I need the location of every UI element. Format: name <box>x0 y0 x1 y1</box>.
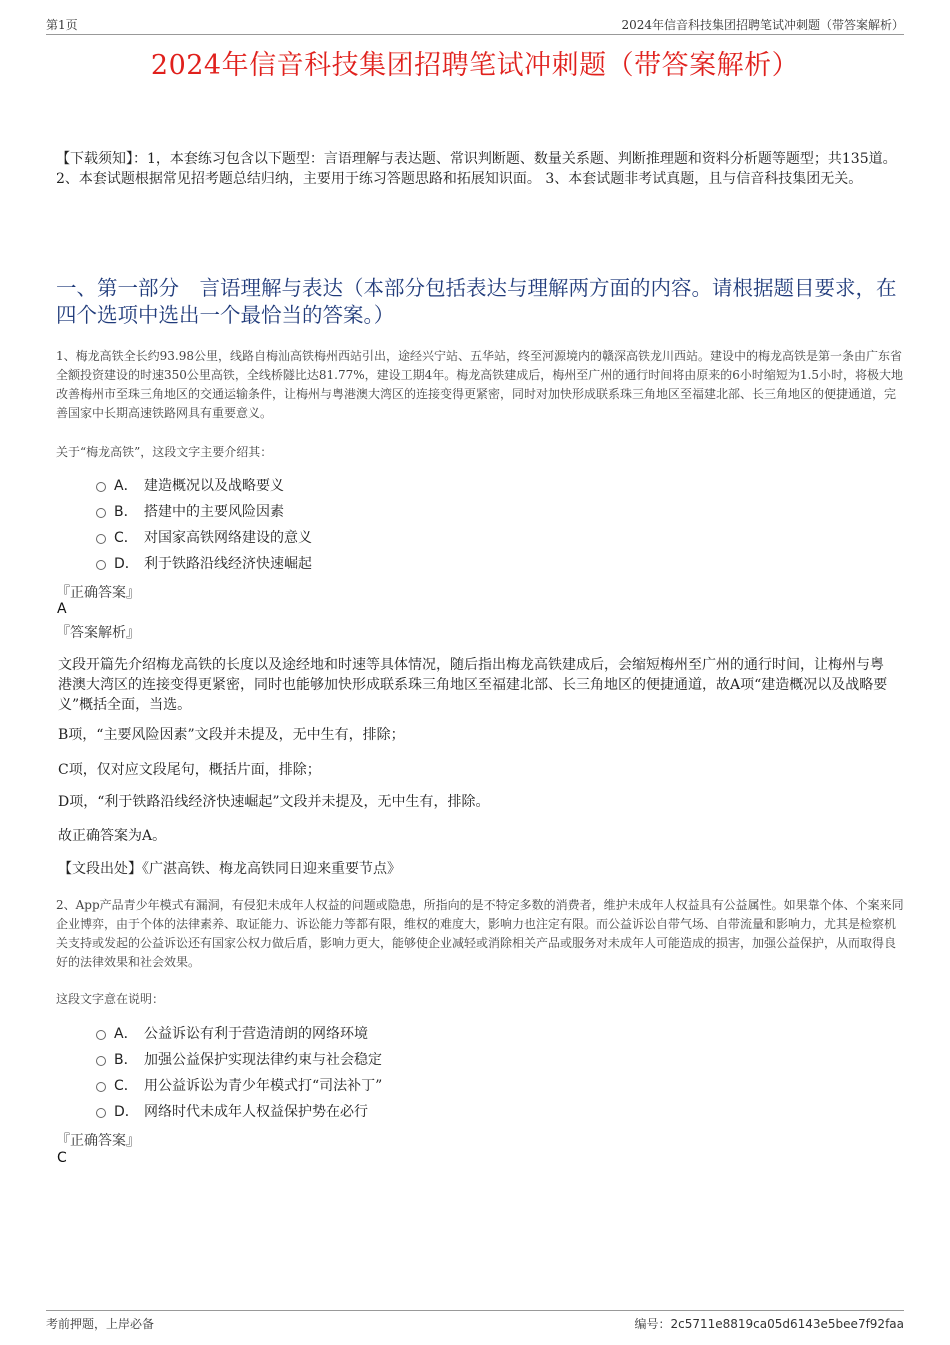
q2-option-d[interactable]: D． 网络时代未成年人权益保护势在必行 <box>96 1102 368 1122</box>
footer-slogan: 考前押题，上岸必备 <box>46 1317 155 1331</box>
radio-icon[interactable] <box>96 1108 106 1118</box>
q1-option-b[interactable]: B． 搭建中的主要风险因素 <box>96 502 284 522</box>
q1-analysis-label: 『答案解析』 <box>56 625 140 641</box>
q1-source: 【文段出处】《广湛高铁、梅龙高铁同日迎来重要节点》 <box>58 861 401 877</box>
q1-answer-label: 『正确答案』 <box>56 585 140 601</box>
header-doc-title: 2024年信音科技集团招聘笔试冲刺题（带答案解析） <box>621 18 904 32</box>
q1-analysis-conclusion: 故正确答案为A。 <box>58 828 167 844</box>
page-number: 第1页 <box>46 18 78 32</box>
q1-prompt: 关于“梅龙高铁”，这段文字主要介绍其： <box>56 445 273 459</box>
q2-answer: C <box>57 1150 67 1166</box>
q2-prompt: 这段文字意在说明： <box>56 992 165 1006</box>
document-title: 2024年信音科技集团招聘笔试冲刺题（带答案解析） <box>150 50 800 81</box>
radio-icon[interactable] <box>96 534 106 544</box>
q1-passage: 1、梅龙高铁全长约93.98公里，线路自梅汕高铁梅州西站引出，途经兴宁站、五华站，终至河源境内的赣深高铁龙川西站。建设中的梅龙高铁是第一条由广东省全额投资建设的时速350公里高铁，全线桥隧比达81.77%，建设工期4年。梅龙高铁建成后，梅州至广州的通行时间将由原来的6小时缩短为1.5小时，将极大地改善梅州市至珠三角地区的交通运输条件，让梅州与粤港澳大湾区的连接变得更紧密，同时对加快形成联系珠三角地区至福建北部、长三角地区的便捷通道，完善国家中长期高速铁路网具有重要意义。 <box>56 349 904 420</box>
q2-option-c[interactable]: C． 用公益诉讼为青少年模式打“司法补丁” <box>96 1076 382 1096</box>
download-notice: 【下载须知】：1，本套练习包含以下题型：言语理解与表达题、常识判断题、数量关系题、判断推理题和资料分析题等题型；共135道。 2、本套试题根据常见招考题总结归纳，主要用于练习答题思路和拓展知识面。 3、本套试题非考试真题，且与信音科技集团无关。 <box>56 151 897 187</box>
radio-icon[interactable] <box>96 1030 106 1040</box>
radio-icon[interactable] <box>96 482 106 492</box>
radio-icon[interactable] <box>96 1056 106 1066</box>
q1-analysis-d: D项，“利于铁路沿线经济快速崛起”文段并未提及，无中生有，排除。 <box>58 794 490 810</box>
q1-analysis-c: C项，仅对应文段尾句，概括片面，排除； <box>58 762 321 778</box>
q1-option-d[interactable]: D． 利于铁路沿线经济快速崛起 <box>96 554 312 574</box>
page-header <box>46 14 904 35</box>
q2-option-b[interactable]: B． 加强公益保护实现法律约束与社会稳定 <box>96 1050 382 1070</box>
radio-icon[interactable] <box>96 508 106 518</box>
page-footer <box>46 1310 904 1335</box>
q1-answer: A <box>57 601 67 617</box>
q2-option-a[interactable]: A． 公益诉讼有利于营造清朗的网络环境 <box>96 1024 368 1044</box>
q1-option-c[interactable]: C． 对国家高铁网络建设的意义 <box>96 528 312 548</box>
q1-analysis-b: B项，“主要风险因素”文段并未提及，无中生有，排除； <box>58 727 405 743</box>
q2-answer-label: 『正确答案』 <box>56 1133 140 1149</box>
radio-icon[interactable] <box>96 560 106 570</box>
q1-option-a[interactable]: A． 建造概况以及战略要义 <box>96 476 284 496</box>
q2-passage: 2、App产品青少年模式有漏洞，有侵犯未成年人权益的问题或隐患，所指向的是不特定多数的消费者，维护未成年人权益具有公益属性。如果靠个体、个案来同企业博弈，由于个体的法律素养、取证能力、诉讼能力等都有限，维权的难度大，影响力也注定有限。而公益诉讼自带气场、自带流量和影响力，尤其是检察机关支持或发起的公益诉讼还有国家公权力做后盾，影响力更大，能够使企业减轻或消除相关产品或服务对未成年人可能造成的损害，加强公益保护，从而取得良好的法律效果和社会效果。 <box>56 898 904 969</box>
section-title: 一、第一部分 言语理解与表达（本部分包括表达与理解两方面的内容。请根据题目要求，在四个选项中选出一个最恰当的答案。） <box>56 276 897 327</box>
radio-icon[interactable] <box>96 1082 106 1092</box>
q1-analysis-main: 文段开篇先介绍梅龙高铁的长度以及途经地和时速等具体情况，随后指出梅龙高铁建成后，会缩短梅州至广州的通行时间，让梅州与粤港澳大湾区的连接变得更紧密，同时也能够加快形成联系珠三角地区至福建北部、长三角地区的便捷通道，故A项“建造概况以及战略要义”概括全面，当选。 <box>58 657 888 713</box>
footer-code: 编号：2c5711e8819ca05d6143e5bee7f92faa <box>634 1317 904 1331</box>
